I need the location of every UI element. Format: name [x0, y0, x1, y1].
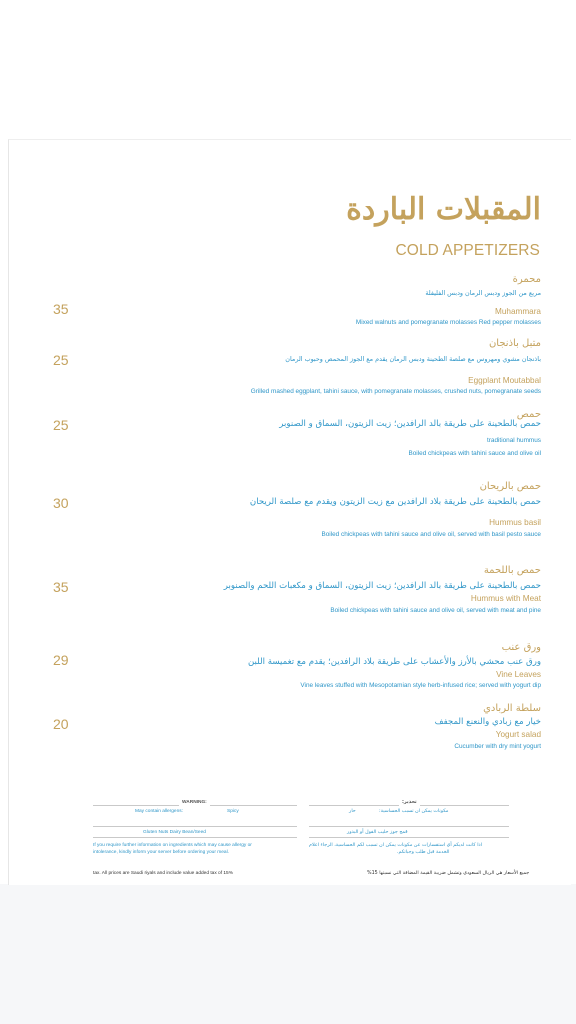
divider — [309, 826, 509, 827]
spicy-label-ar: حار — [349, 809, 356, 814]
info-ar-2: الخدمة قبل طلب وجباتكم. — [397, 850, 450, 855]
item-name-ar: متبل باذنجان — [488, 338, 541, 349]
may-contain-label: May contain allergens: — [135, 809, 183, 814]
item-desc-en: Boiled chickpeas with tahini sauce and olive oil — [408, 450, 541, 457]
item-desc-en: Mixed walnuts and pomegranate molasses Red pepper molasses — [355, 319, 541, 326]
item-name-ar: محمرة — [512, 274, 541, 285]
item-name-en: Yogurt salad — [495, 730, 541, 739]
may-contain-ar: مكونات يمكن ان تسبب الحساسية: — [379, 809, 449, 814]
info-en-2: intolerance, kindly inform your server before ordering your meal. — [93, 850, 229, 855]
item-desc-en: Boiled chickpeas with tahini sauce and olive oil, served with meat and pine — [330, 607, 541, 614]
divider — [309, 805, 509, 806]
allergens-list: Gluten Nuts Dairy Bean/Seed — [143, 830, 206, 835]
item-desc-en: Vine leaves stuffed with Mesopotamian style herb-infused rice; served with yogurt dip — [300, 682, 541, 689]
item-name-ar: حمص — [516, 409, 541, 420]
item-name-en: Muhammara — [495, 307, 541, 316]
item-price: 35 — [53, 579, 69, 595]
divider — [309, 837, 509, 838]
spicy-label: Spicy — [227, 809, 239, 814]
item-desc-en: Cucumber with dry mint yogurt — [454, 743, 541, 750]
item-name-ar: سلطة الربادي — [483, 703, 541, 714]
warning-label: WARNING: — [179, 800, 210, 806]
item-desc-ar: مربع من الجوز ودبس الرمان ودبس الفليفلة — [425, 289, 541, 297]
item-desc-en: Grilled mashed eggplant, tahini sauce, with pomegranate molasses, crushed nuts, pomegranate seeds — [250, 388, 541, 395]
divider — [93, 805, 297, 806]
item-desc-ar: باذنجان مشوي ومهروس مع صلصة الطحينة ودبس الرمان يقدم مع الجوز المحمص وحبوب الرمان — [285, 355, 541, 363]
item-desc-ar: حمص بالطحينة على طريقة بالد الرافدين؛ زيت الزيتون، السماق و الصنوبر — [279, 419, 541, 429]
item-desc-ar: حمص بالطحينة على طريقة بلاد الرافدين مع زيت الزيتون ويقدم مع صلصة الريحان — [249, 497, 541, 507]
item-price: 29 — [53, 652, 69, 668]
item-desc-ar: ورق عنب محشي بالأرز والأعشاب على طريقة بلاد الرافدين؛ يقدم مع تغميسة اللبن — [248, 657, 541, 667]
tax-note-en: tax. All prices are Saudi riyals and include value added tax of 15% — [93, 871, 233, 876]
item-name-en: Hummus with Meat — [470, 594, 541, 603]
allergens-list-ar: قمح جوز حليب الفول أو البذور — [347, 830, 408, 835]
item-price: 35 — [53, 301, 69, 317]
item-desc-ar: خيار مع زبادي والنعنع المجفف — [434, 717, 541, 727]
title-arabic: المقبلات الباردة — [346, 192, 541, 227]
item-name-ar: حمص باللحمة — [483, 565, 541, 576]
item-name-en: Eggplant Moutabbal — [468, 376, 541, 385]
item-name-en: Hummus basil — [489, 518, 541, 527]
item-name-ar: ورق عنب — [501, 642, 541, 653]
item-desc-ar: حمص بالطحينة على طريقة بالد الرافدين؛ زيت الزيتون، السماق و مكعبات اللحم والصنوبر — [223, 581, 541, 591]
tax-note-ar: جميع الأسعار هي الريال السعودي وتشمل ضريبة القيمة المضافة التي نسبتها 15% — [367, 871, 530, 876]
item-price: 20 — [53, 716, 69, 732]
background-band — [0, 884, 576, 1024]
item-name-en: Vine Leaves — [496, 670, 541, 679]
title-english: COLD APPETIZERS — [395, 242, 540, 259]
warning-label-ar: تحذير: — [399, 800, 420, 806]
divider — [93, 826, 297, 827]
item-name-ar: حمص بالريحان — [479, 481, 541, 492]
item-desc-en: Boiled chickpeas with tahini sauce and olive oil, served with basil pesto sauce — [321, 531, 541, 538]
menu-page — [8, 139, 571, 885]
divider — [93, 837, 297, 838]
item-price: 25 — [53, 352, 69, 368]
item-price: 30 — [53, 495, 69, 511]
info-ar: اذا كانت لديكم أي استفسارات عن مكونات يمكن ان تسبب لكم الحساسية، الرجاء اعلام — [309, 843, 483, 848]
item-price: 25 — [53, 417, 69, 433]
info-en: If you require further information on ingredients which may cause allergy or — [93, 843, 252, 848]
item-name-en: traditional hummus — [487, 437, 541, 444]
